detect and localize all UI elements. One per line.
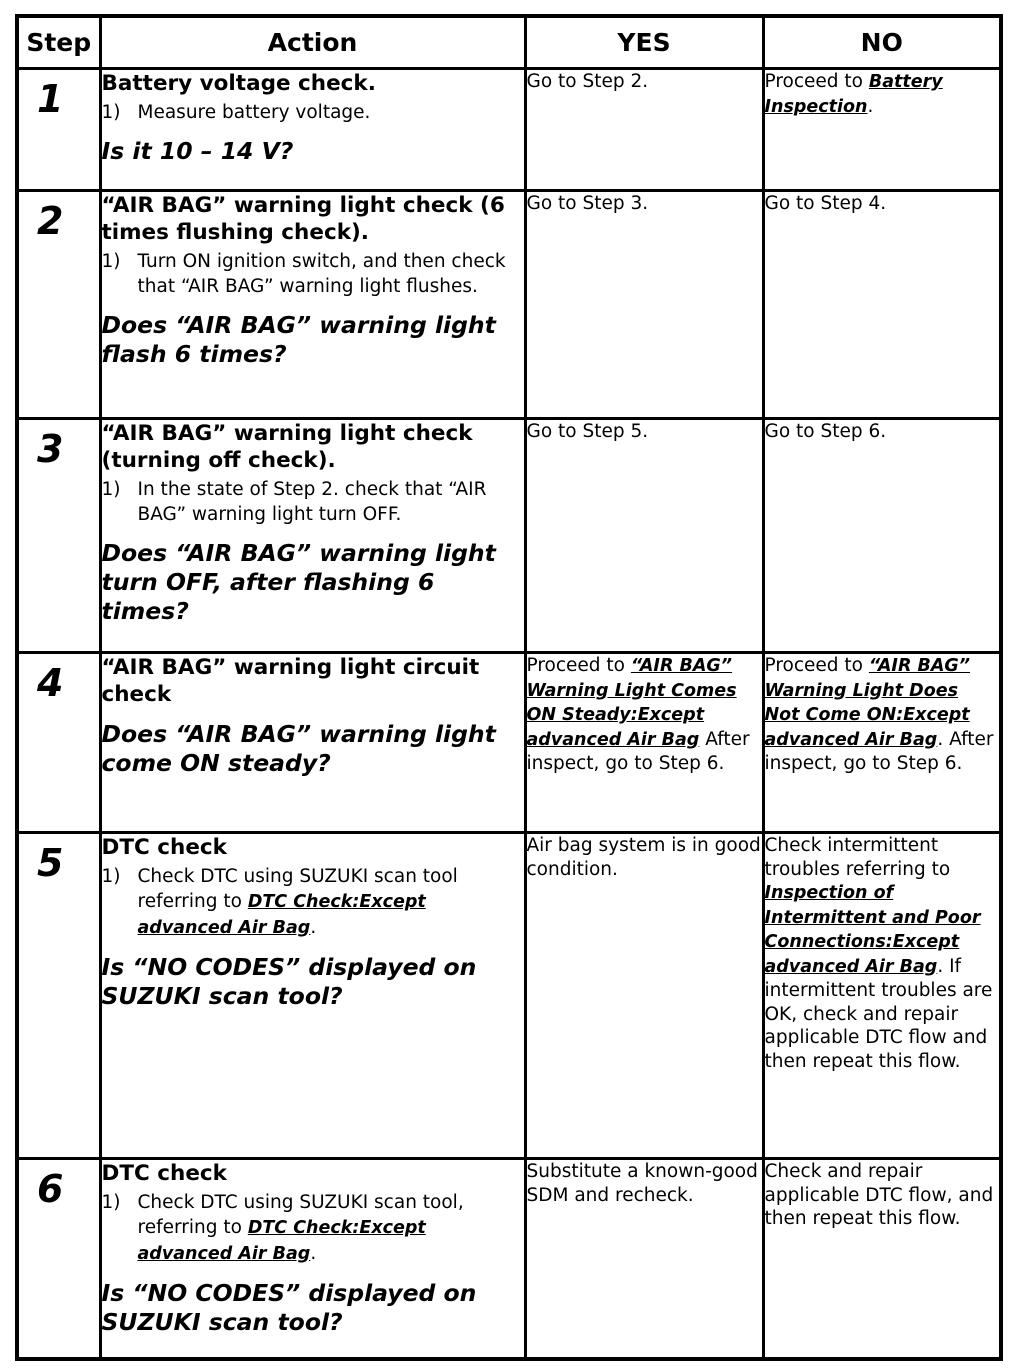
dtc-check-link[interactable]: DTC Check:Except advanced Air Bag <box>137 1218 426 1264</box>
yes-text: Go to Step 2. <box>526 71 649 92</box>
action-title: DTC check <box>101 835 227 860</box>
action-question: Does “AIR BAG” warning light flash 6 times? <box>101 311 496 368</box>
action-substep <box>102 249 524 299</box>
intermittent-inspection-link[interactable]: Inspection of Intermittent and Poor Connections:Except advanced Air Bag <box>764 883 981 977</box>
dtc-check-link[interactable]: DTC Check:Except advanced Air Bag <box>137 892 426 938</box>
substep-text: Turn ON ignition switch, and then check that “AIR BAG” warning light flushes. <box>137 251 506 297</box>
substep-number: 1) <box>101 251 121 272</box>
no-text-post: . If intermittent troubles are OK, check and repair applicable DTC flow and then repeat this flow. <box>764 955 993 1072</box>
table-row <box>17 653 1001 833</box>
no-text-pre: Proceed to <box>764 71 869 92</box>
yes-text: Air bag system is in good condition. <box>526 835 761 880</box>
substep-number: 1) <box>101 479 121 500</box>
header-row <box>17 16 1001 69</box>
no-cell <box>763 191 1001 419</box>
action-title: Battery voltage check. <box>101 71 376 96</box>
action-cell <box>100 191 525 419</box>
step-number: 1 <box>37 77 64 121</box>
no-cell <box>763 69 1001 191</box>
no-text-pre: Check intermittent troubles referring to <box>764 835 951 880</box>
action-cell <box>100 69 525 191</box>
table-row <box>17 419 1001 653</box>
table-row <box>17 191 1001 419</box>
no-cell <box>763 653 1001 833</box>
no-text-post: . After inspect, go to Step 6. <box>764 728 994 774</box>
substep-text-post: . <box>310 1243 317 1264</box>
substep-number: 1) <box>101 1192 121 1213</box>
light-comes-on-steady-link[interactable]: “AIR BAG” Warning Light Comes ON Steady:Except advanced Air Bag <box>526 656 737 750</box>
action-title: “AIR BAG” warning light circuit check <box>101 655 480 707</box>
step-number: 6 <box>37 1167 64 1211</box>
action-question: Does “AIR BAG” warning light come ON steady? <box>101 720 496 777</box>
step-number: 3 <box>37 427 64 471</box>
yes-text: Go to Step 3. <box>526 193 649 214</box>
action-substep <box>102 1190 524 1267</box>
light-does-not-come-on-link[interactable]: “AIR BAG” Warning Light Does Not Come ON:Except advanced Air Bag <box>764 656 971 750</box>
no-cell <box>763 833 1001 1159</box>
action-question: Does “AIR BAG” warning light turn OFF, after flashing 6 times? <box>101 539 496 625</box>
action-title: DTC check <box>101 1161 227 1186</box>
action-substep <box>102 864 524 941</box>
yes-cell <box>525 191 763 419</box>
no-text: Check and repair applicable DTC flow, and then repeat this flow. <box>764 1161 994 1229</box>
yes-text: Substitute a known-good SDM and recheck. <box>526 1161 758 1206</box>
no-text: Go to Step 6. <box>764 421 887 442</box>
no-text-post: . <box>867 95 874 117</box>
action-title: “AIR BAG” warning light check (turning off check). <box>101 421 473 473</box>
header-step: Step <box>17 16 100 69</box>
action-question: Is it 10 – 14 V? <box>101 137 294 165</box>
table-row <box>17 1159 1001 1359</box>
diagnostic-flow-table <box>15 14 1003 1361</box>
yes-text-post: After inspect, go to Step 6. <box>526 728 750 774</box>
no-text-pre: Proceed to <box>764 655 869 676</box>
table-row <box>17 833 1001 1159</box>
yes-cell <box>525 69 763 191</box>
yes-text: Go to Step 5. <box>526 421 649 442</box>
yes-cell <box>525 833 763 1159</box>
header-yes: YES <box>525 16 763 69</box>
substep-text: Check DTC using SUZUKI scan tool referring to <box>137 866 458 912</box>
substep-text-post: . <box>310 917 317 938</box>
action-substep <box>102 477 524 527</box>
substep-text: Check DTC using SUZUKI scan tool, referring to <box>137 1192 464 1238</box>
header-action: Action <box>100 16 525 69</box>
action-question: Is “NO CODES” displayed on SUZUKI scan tool? <box>101 1279 477 1336</box>
step-number: 2 <box>37 199 64 243</box>
action-question: Is “NO CODES” displayed on SUZUKI scan tool? <box>101 953 477 1010</box>
yes-text-pre: Proceed to <box>526 655 631 676</box>
substep-text: In the state of Step 2. check that “AIR BAG” warning light turn OFF. <box>137 479 487 525</box>
battery-inspection-link[interactable]: Battery Inspection <box>764 72 943 117</box>
no-cell <box>763 1159 1001 1359</box>
action-title: “AIR BAG” warning light check (6 times flushing check). <box>101 193 505 245</box>
action-cell <box>100 1159 525 1359</box>
yes-cell <box>525 419 763 653</box>
action-substep <box>102 100 524 125</box>
no-text: Go to Step 4. <box>764 193 887 214</box>
yes-cell <box>525 1159 763 1359</box>
yes-cell <box>525 653 763 833</box>
step-number: 4 <box>37 661 64 705</box>
action-cell <box>100 653 525 833</box>
action-cell <box>100 833 525 1159</box>
no-cell <box>763 419 1001 653</box>
step-number: 5 <box>37 841 64 885</box>
substep-number: 1) <box>101 866 121 887</box>
header-no: NO <box>763 16 1001 69</box>
substep-number: 1) <box>101 102 121 123</box>
substep-text: Measure battery voltage. <box>137 102 371 123</box>
action-cell <box>100 419 525 653</box>
table-row <box>17 69 1001 191</box>
